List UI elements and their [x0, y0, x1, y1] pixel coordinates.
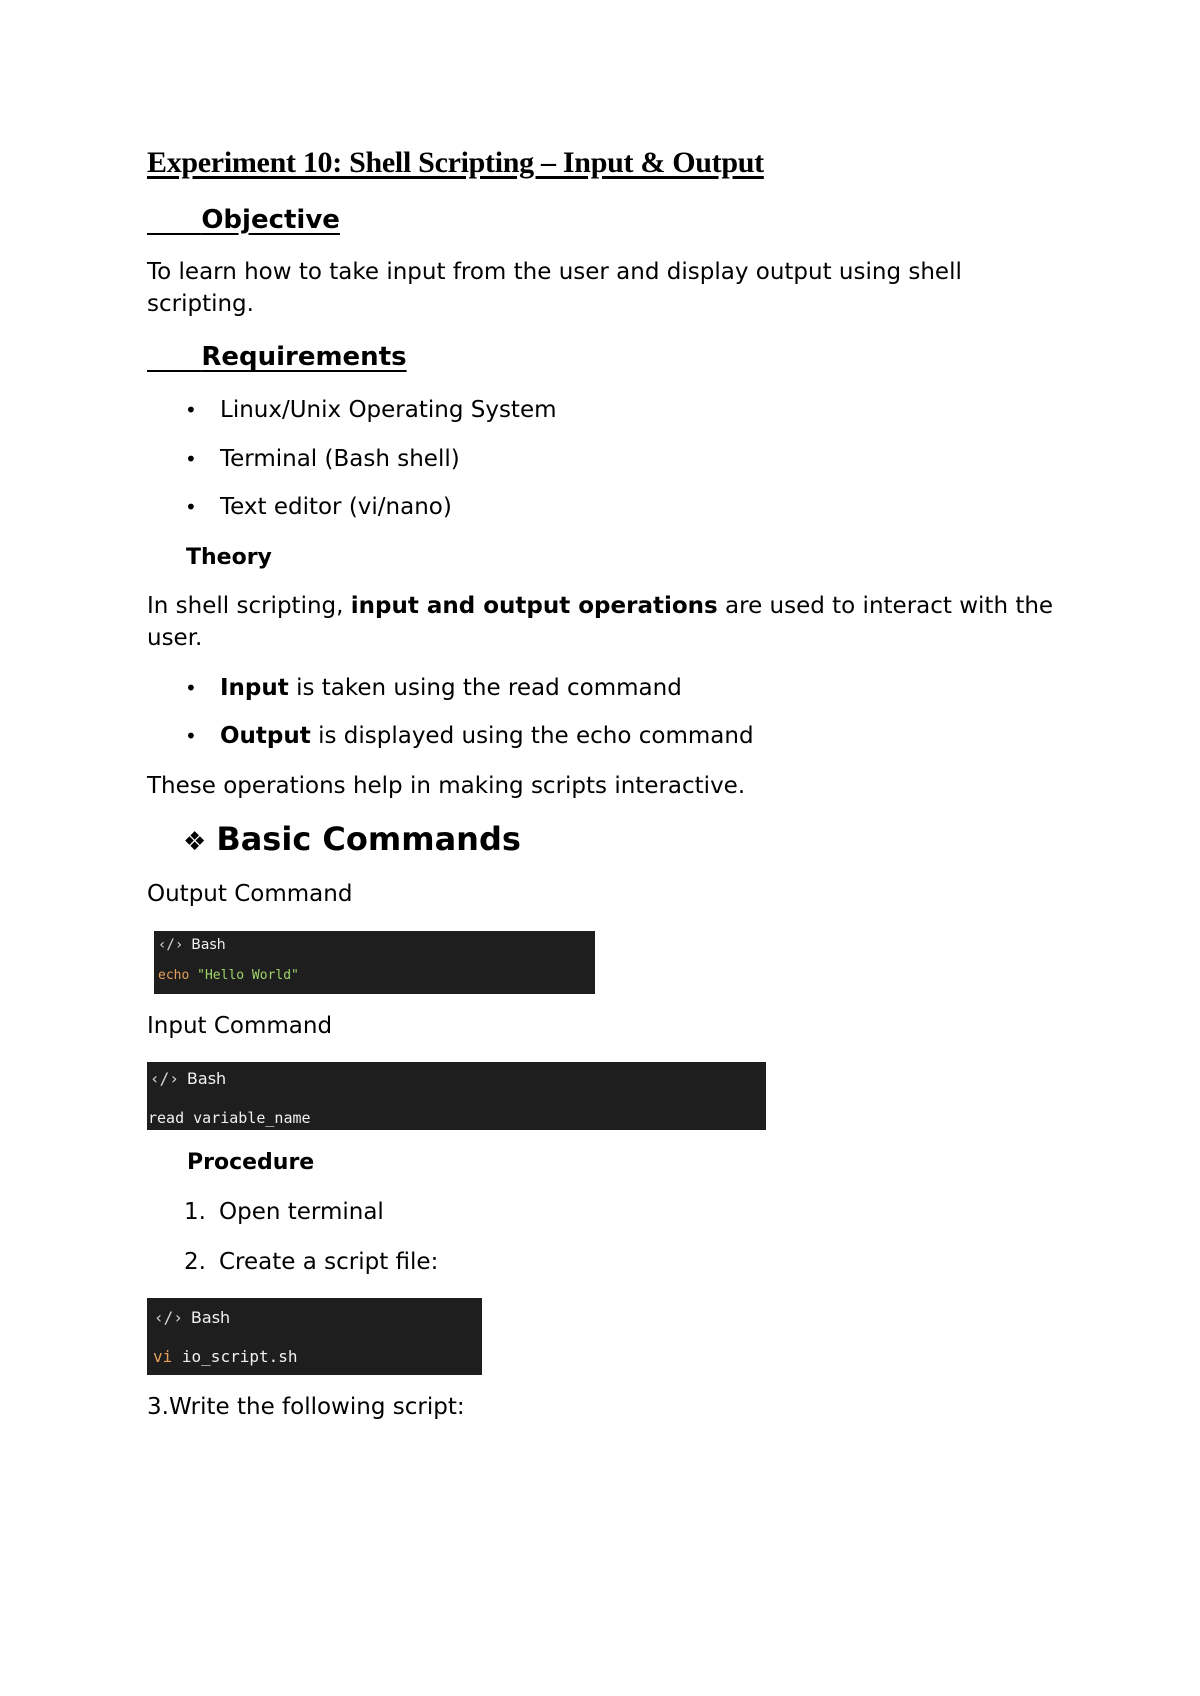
diamond-bullet-icon: ❖ [183, 827, 207, 857]
code-block-header: ‹/› Bash [154, 1308, 231, 1327]
theory-bullet-input: • Input is taken using the read command [220, 672, 682, 704]
code-block-input [147, 1062, 766, 1130]
code-icon: ‹/› [154, 1308, 183, 1327]
requirement-item: • Linux/Unix Operating System [220, 394, 557, 426]
objective-heading: Objective [201, 205, 340, 235]
code-block-output [154, 931, 595, 994]
theory-bullet-output: • Output is displayed using the echo command [220, 720, 754, 752]
theory-heading: Theory [186, 545, 272, 570]
document-title: Experiment 10: Shell Scripting – Input & Output [147, 146, 764, 179]
procedure-step-3: 3.Write the following script: [147, 1394, 465, 1420]
bullet-icon: • [185, 676, 197, 700]
procedure-step: 1. Open terminal [184, 1199, 384, 1225]
requirement-item: • Text editor (vi/nano) [220, 491, 452, 523]
bullet-icon: • [185, 447, 197, 471]
code-line: read variable_name [148, 1109, 311, 1127]
procedure-heading: Procedure [187, 1150, 315, 1175]
input-command-label: Input Command [147, 1013, 333, 1039]
procedure-step: 2. Create a script file: [184, 1249, 439, 1275]
output-command-label: Output Command [147, 881, 353, 907]
code-block-header: ‹/› Bash [158, 937, 226, 953]
code-block-script [147, 1298, 482, 1375]
theory-intro: In shell scripting, input and output operations are used to interact with the user. [147, 593, 1054, 651]
code-block-header: ‹/› Bash [150, 1069, 227, 1088]
code-line: echo "Hello World" [158, 968, 299, 983]
bullet-icon: • [185, 398, 197, 422]
code-line: vi io_script.sh [153, 1347, 298, 1366]
requirements-heading: Requirements [201, 342, 407, 372]
basic-commands-heading: ❖ Basic Commands [183, 820, 521, 858]
code-icon: ‹/› [158, 937, 184, 953]
bullet-icon: • [185, 724, 197, 748]
objective-text: To learn how to take input from the user and display output using shell scripting. [147, 259, 962, 317]
bullet-icon: • [185, 495, 197, 519]
theory-closing: These operations help in making scripts interactive. [147, 773, 746, 799]
requirement-item: • Terminal (Bash shell) [220, 443, 460, 475]
code-icon: ‹/› [150, 1069, 179, 1088]
